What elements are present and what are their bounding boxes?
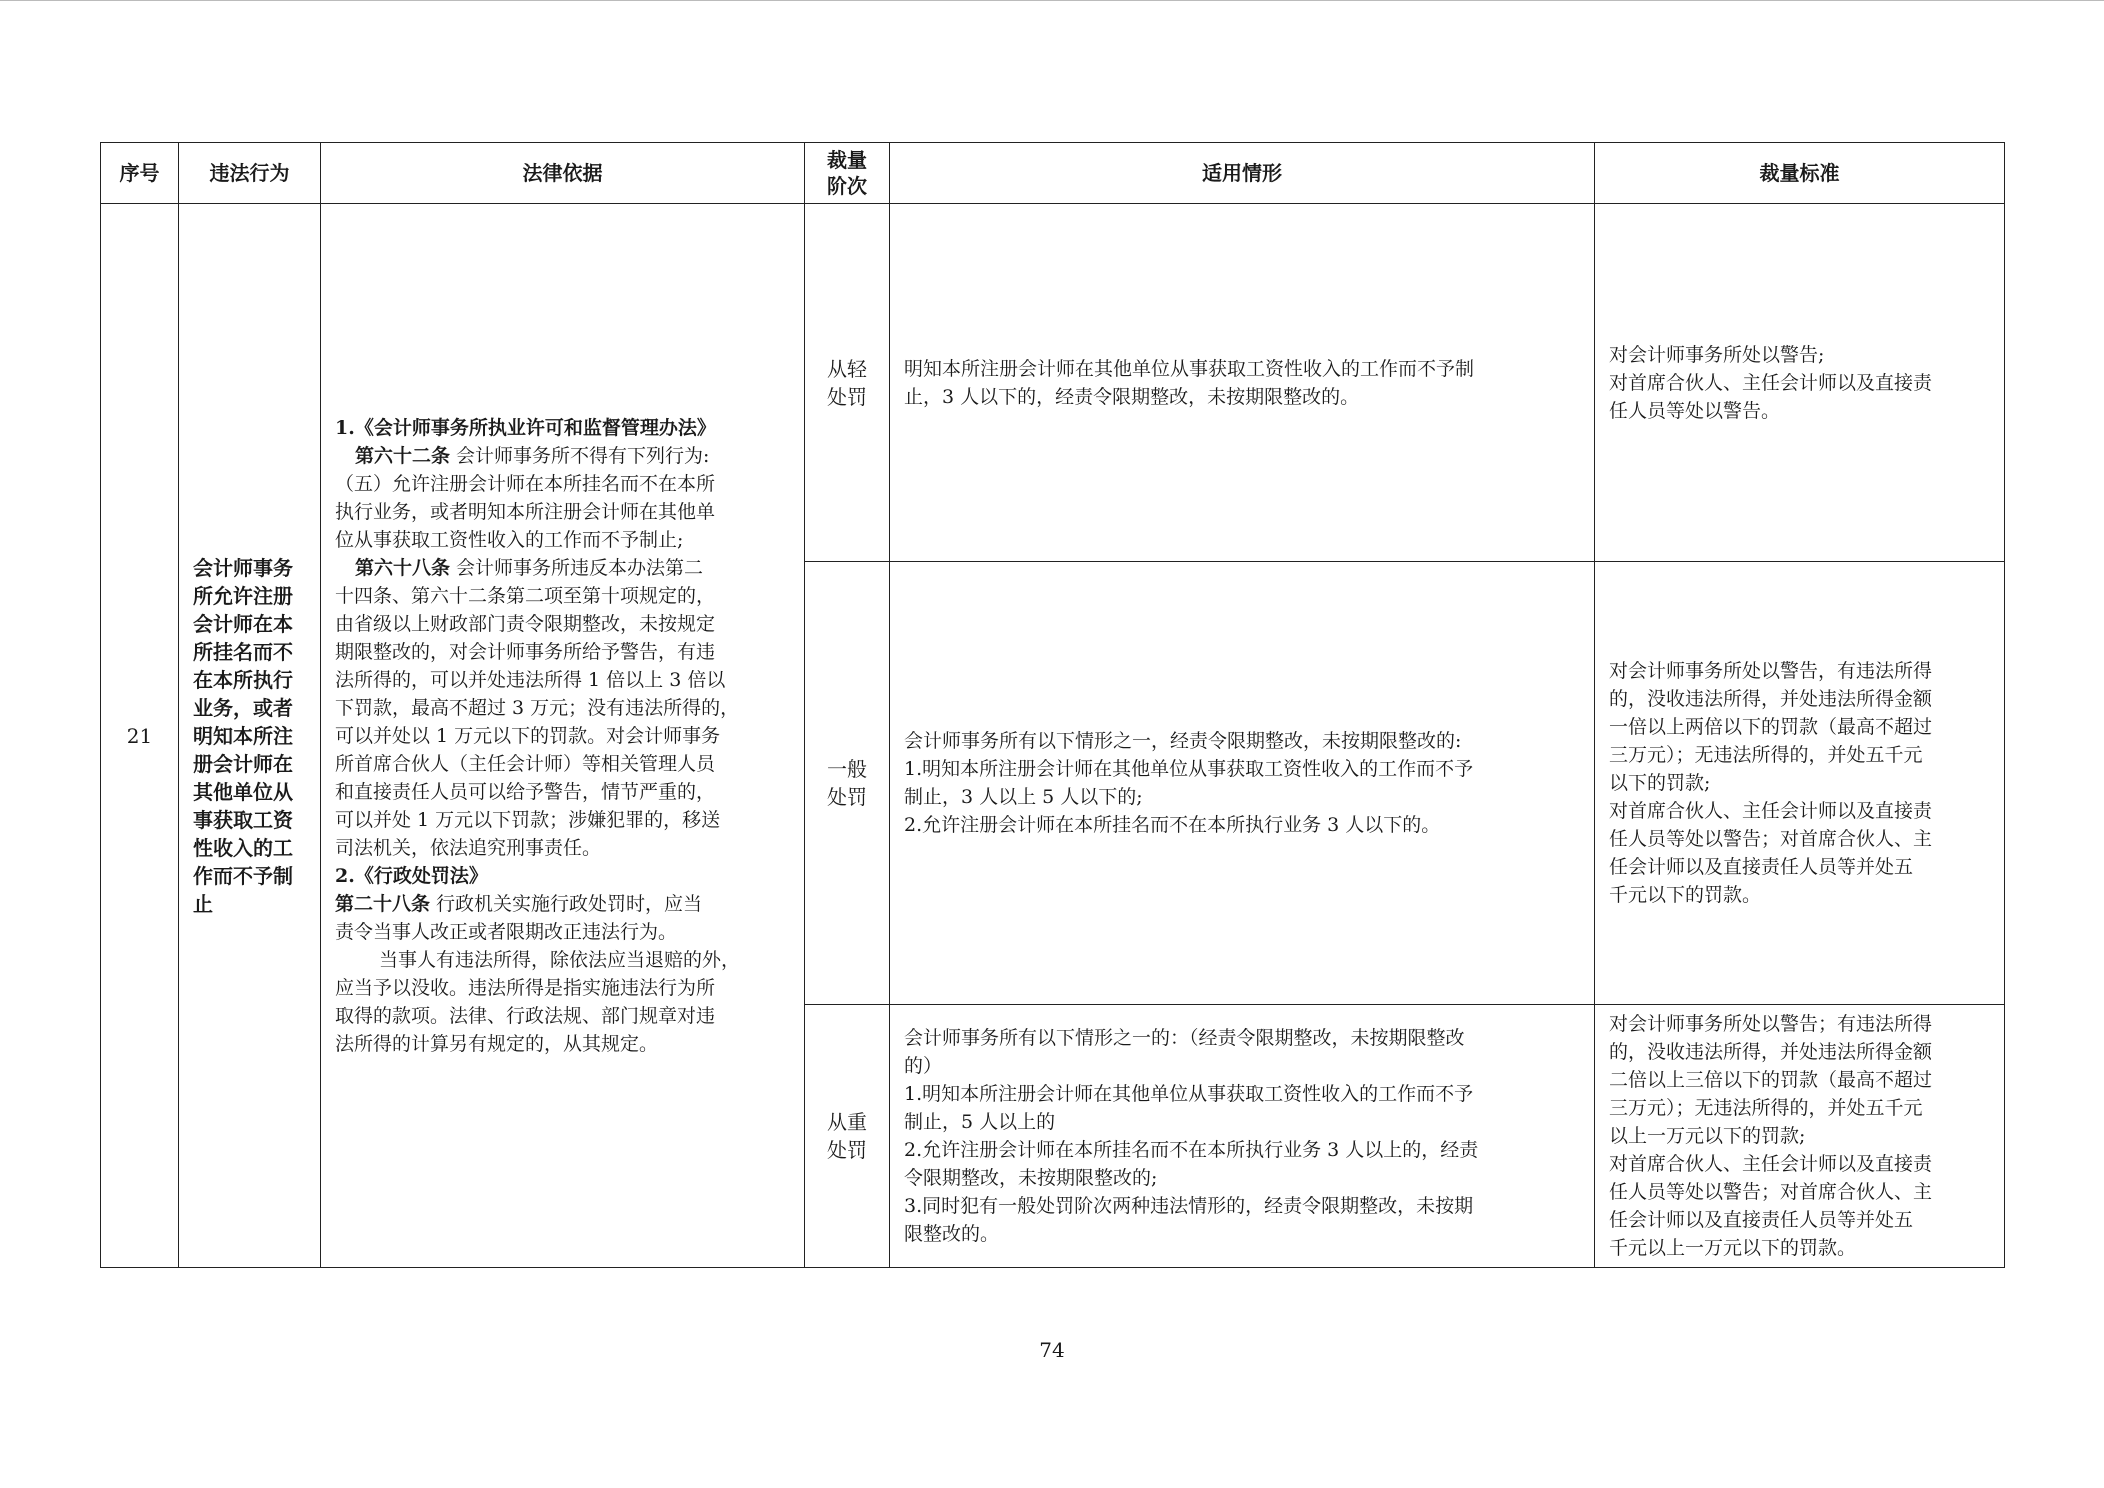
penalty-discretion-table (100, 142, 2005, 1268)
legal-basis-line (335, 610, 790, 638)
case-light (890, 204, 1595, 562)
header-legal-basis: 法律依据 (321, 143, 805, 204)
legal-basis-line (335, 554, 790, 582)
legal-basis-text-run: 可以并处 1 万元以下罚款；涉嫌犯罪的，移送 (335, 808, 721, 831)
legal-basis-line (335, 414, 790, 442)
legal-basis-line (335, 1002, 790, 1030)
case-line: 令限期整改，未按期限整改的; (904, 1167, 1158, 1189)
level-heavy (805, 1005, 890, 1268)
legal-basis-text-run: 应当予以没收。违法所得是指实施违法行为所 (335, 976, 716, 999)
legal-basis-line (335, 862, 790, 890)
legal-basis-line (335, 582, 790, 610)
header-level-line: 阶次 (827, 174, 867, 198)
legal-basis-text-run: 所首席合伙人（主任会计师）等相关管理人员 (335, 752, 716, 775)
legal-basis-text-run: 取得的款项。法律、行政法规、部门规章对违 (335, 1004, 716, 1027)
legal-basis-text-run: 可以并处以 1 万元以下的罚款。对会计师事务 (335, 724, 721, 747)
legal-basis-text (335, 414, 790, 1058)
standard-line: 任会计师以及直接责任人员等并处五 (1609, 856, 1914, 878)
standard-general (1595, 562, 2005, 1005)
standard-line: 任会计师以及直接责任人员等并处五 (1609, 1209, 1914, 1231)
legal-basis-line (335, 694, 790, 722)
legal-basis-line (335, 638, 790, 666)
violation-line: 在本所执行 (193, 667, 293, 692)
legal-basis-line (335, 834, 790, 862)
legal-basis-line (335, 806, 790, 834)
legal-basis-text-run: 2.《行政处罚法》 (335, 864, 488, 887)
legal-basis-text-run: 会计师事务所违反本办法第二 (450, 556, 704, 579)
case-line: 限整改的。 (904, 1223, 1000, 1245)
article-number: 第二十八条 (335, 892, 431, 915)
violation-line: 止 (193, 891, 213, 916)
standard-line: 三万元）；无违法所得的，并处五千元 (1609, 744, 1923, 766)
standard-line: 以上一万元以下的罚款; (1609, 1125, 1806, 1147)
violation-description (179, 204, 321, 1268)
legal-basis-line (335, 498, 790, 526)
legal-basis-text-run: 法所得的计算另有规定的，从其规定。 (335, 1032, 659, 1055)
case-line: 2.允许注册会计师在本所挂名而不在本所执行业务 3 人以上的，经责 (904, 1139, 1479, 1161)
legal-basis-line (335, 750, 790, 778)
case-line: 1.明知本所注册会计师在其他单位从事获取工资性收入的工作而不予 (904, 758, 1474, 780)
level-line: 从轻 (827, 356, 867, 381)
standard-line: 对会计师事务所处以警告; (1609, 343, 1825, 366)
standard-line: 对首席合伙人、主任会计师以及直接责 (1609, 800, 1933, 822)
row-serial-number: 21 (101, 204, 179, 1268)
legal-basis-line (335, 1030, 790, 1058)
legal-basis-line (335, 666, 790, 694)
legal-basis-text-run: 位从事获取工资性收入的工作而不予制止; (335, 528, 684, 551)
level-line: 处罚 (827, 785, 867, 809)
case-line: 制止，3 人以上 5 人以下的; (904, 786, 1143, 808)
table-header-row (101, 143, 2005, 204)
legal-basis (321, 204, 805, 1268)
level-line: 一般 (827, 757, 867, 781)
legal-basis-text-run: （五）允许注册会计师在本所挂名而不在本所 (335, 472, 716, 495)
standard-heavy (1595, 1005, 2005, 1268)
standard-line: 千元以下的罚款。 (1609, 884, 1762, 906)
violation-line: 明知本所注 (193, 723, 293, 748)
violation-line: 其他单位从 (193, 779, 293, 804)
article-number: 第六十八条 (355, 556, 451, 579)
header-violation: 违法行为 (179, 143, 321, 204)
standard-line: 任人员等处以警告；对首席合伙人、主 (1609, 1181, 1933, 1203)
legal-basis-text-run: 责令当事人改正或者限期改正违法行为。 (335, 920, 678, 943)
case-line: 明知本所注册会计师在其他单位从事获取工资性收入的工作而不予制 (904, 357, 1475, 380)
header-level-line: 裁量 (827, 148, 867, 172)
legal-basis-text-run: 司法机关，依法追究刑事责任。 (335, 836, 602, 859)
legal-basis-line (335, 974, 790, 1002)
header-standard: 裁量标准 (1595, 143, 2005, 204)
violation-line: 性收入的工 (193, 835, 293, 860)
legal-basis-text-run: 行政机关实施行政处罚时，应当 (430, 892, 703, 915)
case-line: 止，3 人以下的，经责令限期整改，未按期限整改的。 (904, 385, 1360, 408)
case-line: 的） (904, 1055, 943, 1077)
page-number: 74 (1039, 1338, 1065, 1362)
legal-basis-text-run: 法所得的，可以并处违法所得 1 倍以上 3 倍以 (335, 668, 726, 691)
case-line: 2.允许注册会计师在本所挂名而不在本所执行业务 3 人以下的。 (904, 814, 1441, 836)
legal-basis-text-run: 执行业务，或者明知本所注册会计师在其他单 (335, 500, 716, 523)
level-line: 处罚 (827, 384, 867, 409)
legal-basis-line (335, 778, 790, 806)
case-line: 制止，5 人以上的 (904, 1111, 1056, 1133)
violation-line: 事获取工资 (193, 807, 293, 832)
legal-basis-line (335, 722, 790, 750)
standard-line: 的，没收违法所得，并处违法所得金额 (1609, 688, 1933, 710)
header-applicable-case: 适用情形 (890, 143, 1595, 204)
header-serial-number: 序号 (101, 143, 179, 204)
level-light (805, 204, 890, 562)
level-line: 从重 (827, 1110, 867, 1134)
standard-line: 任人员等处以警告；对首席合伙人、主 (1609, 828, 1933, 850)
legal-basis-text-run: 下罚款，最高不超过 3 万元；没有违法所得的， (335, 696, 740, 719)
legal-basis-line (335, 526, 790, 554)
violation-line: 所挂名而不 (193, 639, 293, 664)
top-border-line (0, 0, 2104, 1)
violation-line: 所允许注册 (193, 583, 293, 608)
case-line: 会计师事务所有以下情形之一，经责令限期整改，未按期限整改的: (904, 730, 1462, 752)
legal-basis-text-run: 会计师事务所不得有下列行为: (450, 444, 710, 467)
case-line: 3.同时犯有一般处罚阶次两种违法情形的，经责令限期整改，未按期 (904, 1195, 1474, 1217)
table-row (101, 204, 2005, 562)
standard-line: 千元以上一万元以下的罚款。 (1609, 1237, 1857, 1259)
case-line: 1.明知本所注册会计师在其他单位从事获取工资性收入的工作而不予 (904, 1083, 1474, 1105)
legal-basis-text-run: 当事人有违法所得，除依法应当退赔的外， (379, 948, 741, 971)
level-general (805, 562, 890, 1005)
standard-line: 以下的罚款; (1609, 772, 1711, 794)
standard-line: 二倍以上三倍以下的罚款（最高不超过 (1609, 1069, 1933, 1091)
legal-basis-line (335, 890, 790, 918)
standard-line: 对首席合伙人、主任会计师以及直接责 (1609, 371, 1933, 394)
standard-line: 三万元）；无违法所得的，并处五千元 (1609, 1097, 1923, 1119)
legal-basis-line (335, 442, 790, 470)
violation-line: 册会计师在 (193, 751, 293, 776)
case-general (890, 562, 1595, 1005)
legal-basis-text-run: 期限整改的，对会计师事务所给予警告，有违 (335, 640, 716, 663)
standard-line: 的，没收违法所得，并处违法所得金额 (1609, 1041, 1933, 1063)
case-heavy (890, 1005, 1595, 1268)
legal-basis-text-run: 由省级以上财政部门责令限期整改，未按规定 (335, 612, 716, 635)
legal-basis-line (335, 918, 790, 946)
standard-line: 对会计师事务所处以警告；有违法所得 (1609, 1013, 1933, 1035)
violation-line: 会计师在本 (193, 611, 293, 636)
standard-light (1595, 204, 2005, 562)
legal-basis-text-run: 十四条、第六十二条第二项至第十项规定的， (335, 584, 716, 607)
violation-line: 业务，或者 (193, 695, 293, 720)
legal-basis-text-run: 1.《会计师事务所执业许可和监督管理办法》 (335, 416, 716, 439)
article-number: 第六十二条 (355, 444, 451, 467)
legal-basis-line (335, 470, 790, 498)
standard-line: 对首席合伙人、主任会计师以及直接责 (1609, 1153, 1933, 1175)
legal-basis-text-run: 和直接责任人员可以给予警告，情节严重的， (335, 780, 716, 803)
case-line: 会计师事务所有以下情形之一的：（经责令限期整改，未按期限整改 (904, 1027, 1465, 1049)
violation-line: 作而不予制 (193, 863, 293, 888)
level-line: 处罚 (827, 1138, 867, 1162)
standard-line: 对会计师事务所处以警告，有违法所得 (1609, 660, 1933, 682)
standard-line: 一倍以上两倍以下的罚款（最高不超过 (1609, 716, 1933, 738)
legal-basis-line (335, 946, 790, 974)
header-level (805, 143, 890, 204)
violation-line: 会计师事务 (193, 555, 293, 580)
standard-line: 任人员等处以警告。 (1609, 399, 1781, 422)
